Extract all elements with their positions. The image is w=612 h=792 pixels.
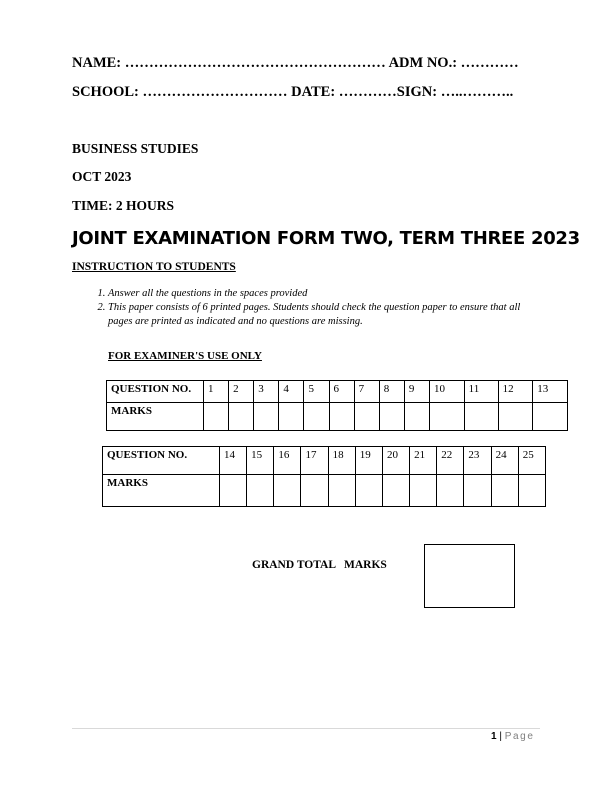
marks-cell (301, 475, 328, 507)
marks-cell (274, 475, 301, 507)
question-number-cell: 7 (354, 381, 379, 403)
question-number-cell: 22 (437, 447, 464, 475)
instructions-title: INSTRUCTION TO STUDENTS (72, 261, 236, 273)
question-number-cell: 12 (498, 381, 533, 403)
instruction-item: 1. Answer all the questions in the spaces provided (108, 287, 532, 301)
question-number-cell: 17 (301, 447, 328, 475)
examiner-use-title: FOR EXAMINER'S USE ONLY (108, 350, 262, 362)
marks-label: MARKS (103, 475, 220, 507)
question-label: QUESTION NO. (103, 447, 220, 475)
page-footer (491, 731, 535, 742)
marks-cell (254, 403, 279, 431)
marks-cell (229, 403, 254, 431)
question-label: QUESTION NO. (107, 381, 204, 403)
marks-cell (464, 475, 491, 507)
marks-table-2 (102, 446, 546, 507)
marks-cell (354, 403, 379, 431)
question-number-cell: 8 (379, 381, 404, 403)
question-number-cell: 4 (279, 381, 304, 403)
marks-cell (355, 475, 382, 507)
exam-date: OCT 2023 (72, 169, 132, 184)
question-number-cell: 13 (533, 381, 568, 403)
question-number-cell: 15 (247, 447, 274, 475)
question-number-row (103, 447, 546, 475)
marks-cell (304, 403, 329, 431)
marks-cell (247, 475, 274, 507)
question-number-cell: 3 (254, 381, 279, 403)
marks-cell (533, 403, 568, 431)
marks-cell (404, 403, 429, 431)
school-date-sign-line: SCHOOL: ………………………… DATE: …………SIGN: …..……….. (72, 84, 514, 100)
marks-cell (220, 475, 247, 507)
instructions-list (72, 287, 532, 329)
page-word: Page (504, 731, 535, 742)
marks-cell (491, 475, 518, 507)
question-number-cell: 21 (410, 447, 437, 475)
question-number-cell: 1 (204, 381, 229, 403)
question-number-cell: 2 (229, 381, 254, 403)
marks-cell (329, 403, 354, 431)
marks-cell (379, 403, 404, 431)
question-number-cell: 23 (464, 447, 491, 475)
marks-table-1 (106, 380, 568, 431)
name-adm-line: NAME: ……………………………………………… ADM NO.: ………… (72, 55, 519, 71)
page-number: 1 (491, 731, 497, 742)
question-number-cell: 11 (464, 381, 498, 403)
question-number-cell: 19 (355, 447, 382, 475)
question-number-cell: 10 (429, 381, 464, 403)
question-number-cell: 20 (382, 447, 409, 475)
marks-cell (279, 403, 304, 431)
question-number-cell: 18 (328, 447, 355, 475)
instruction-item: 2. This paper consists of 6 printed pages. Students should check the question paper to ensure that all pages are printed as indicated and no questions are missing. (108, 301, 532, 329)
question-number-cell: 9 (404, 381, 429, 403)
marks-cell (410, 475, 437, 507)
question-number-cell: 16 (274, 447, 301, 475)
footer-separator: | (499, 731, 502, 742)
question-number-cell: 24 (491, 447, 518, 475)
marks-cell (498, 403, 533, 431)
grand-total-box (424, 544, 515, 608)
marks-row (103, 475, 546, 507)
marks-cell (429, 403, 464, 431)
question-number-row (107, 381, 568, 403)
instructions-list-wrap (72, 287, 532, 329)
marks-cell (464, 403, 498, 431)
marks-cell (437, 475, 464, 507)
marks-row (107, 403, 568, 431)
marks-cell (328, 475, 355, 507)
footer-divider (72, 728, 540, 729)
marks-label: MARKS (107, 403, 204, 431)
exam-duration: TIME: 2 HOURS (72, 198, 175, 213)
exam-title: JOINT EXAMINATION FORM TWO, TERM THREE 2023 (72, 228, 580, 249)
marks-cell (382, 475, 409, 507)
grand-total-label: GRAND TOTAL MARKS (252, 559, 387, 571)
question-number-cell: 5 (304, 381, 329, 403)
marks-cell (204, 403, 229, 431)
question-number-cell: 14 (220, 447, 247, 475)
subject-name: BUSINESS STUDIES (72, 141, 199, 156)
question-number-cell: 6 (329, 381, 354, 403)
marks-cell (518, 475, 545, 507)
question-number-cell: 25 (518, 447, 545, 475)
